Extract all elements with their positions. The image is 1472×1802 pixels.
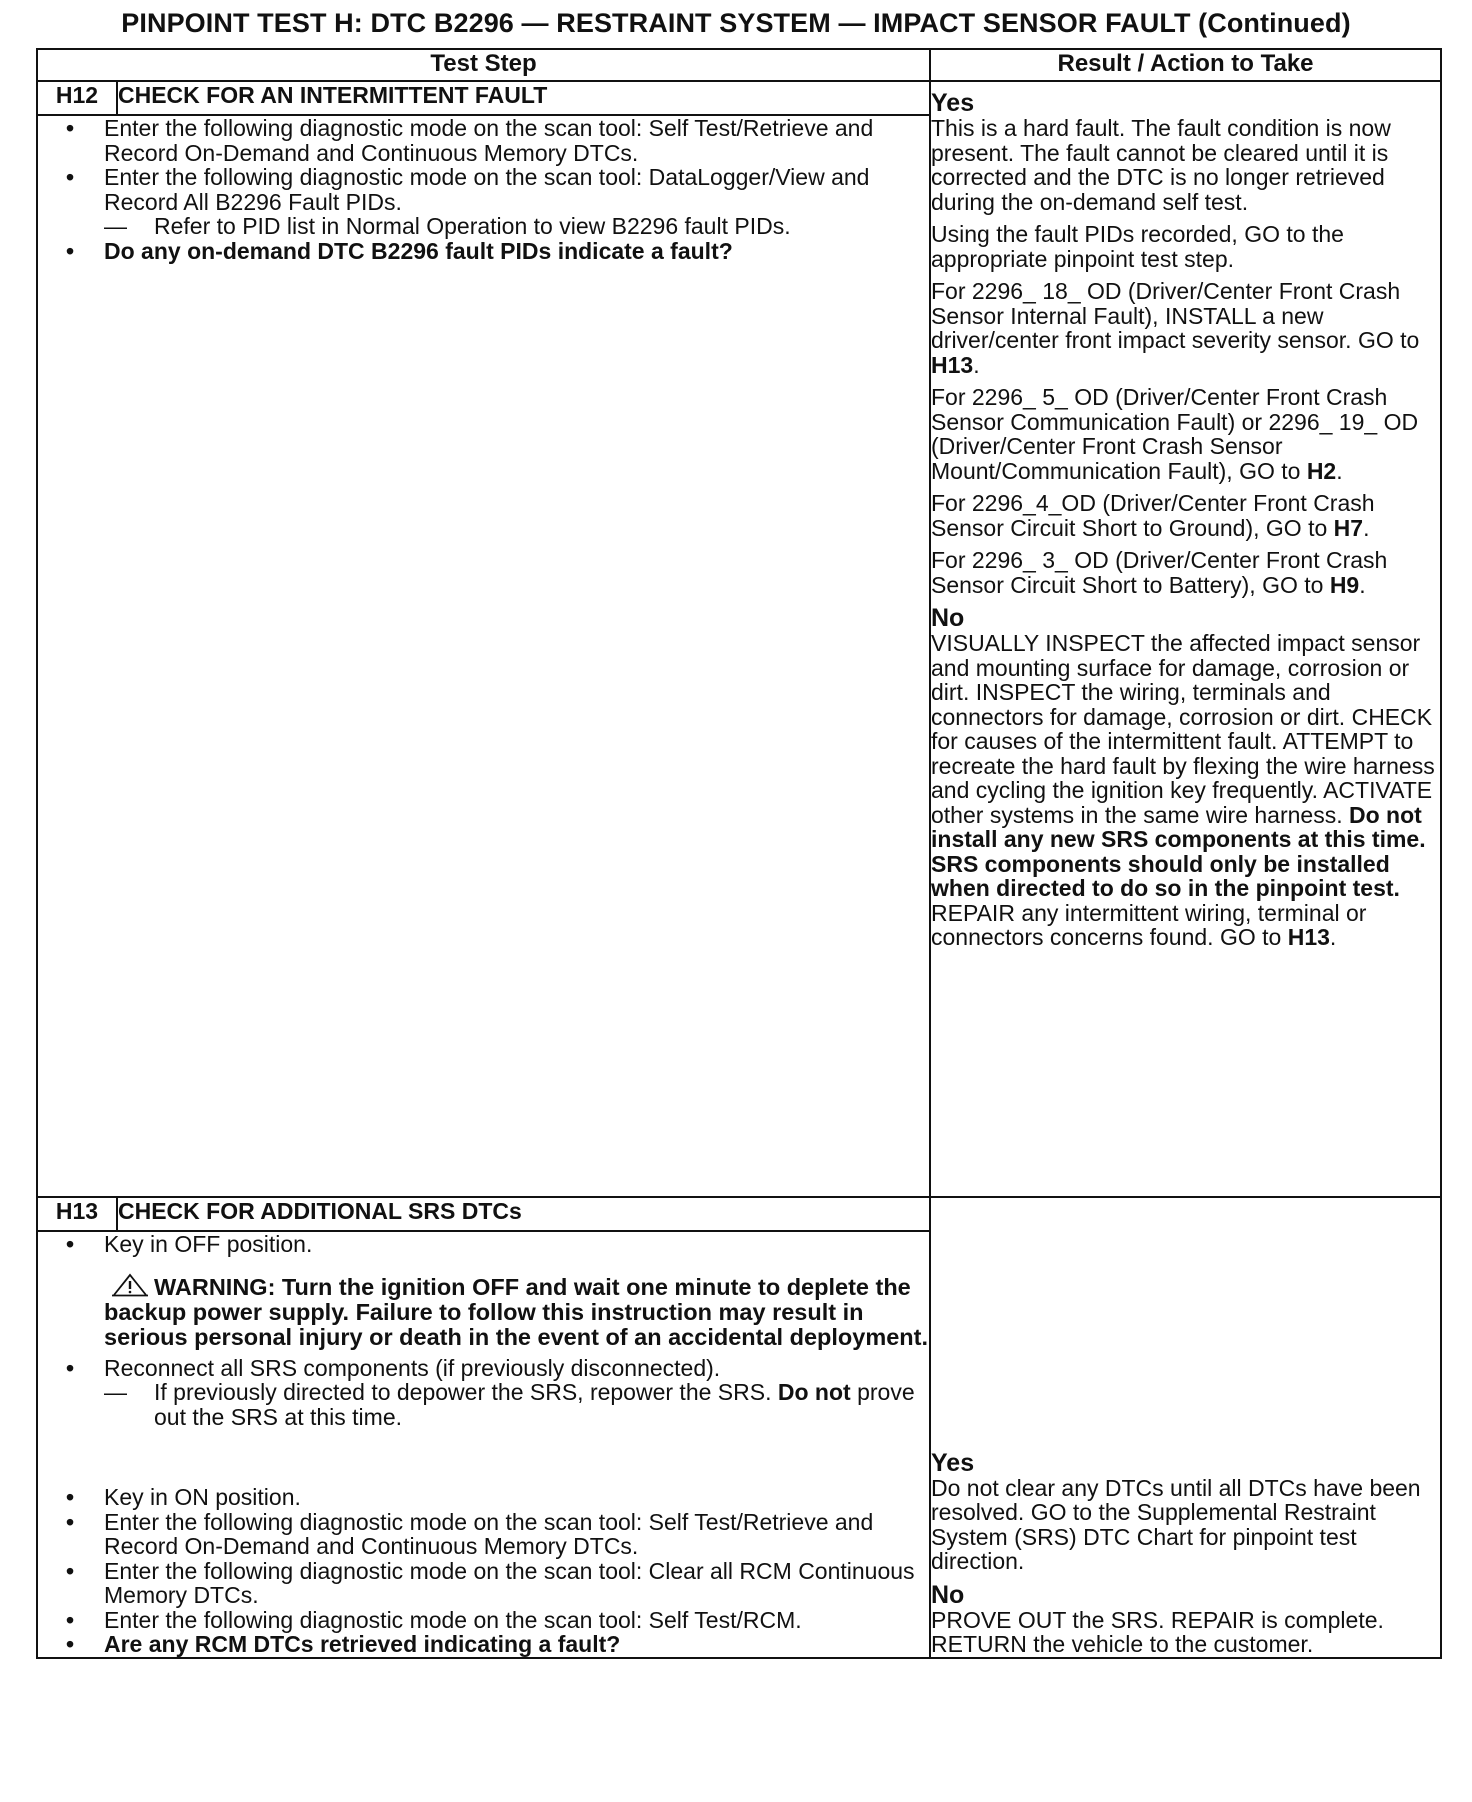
step-title-h12: CHECK FOR AN INTERMITTENT FAULT bbox=[117, 81, 930, 115]
step-list bbox=[38, 1485, 929, 1657]
step-list bbox=[38, 1356, 929, 1430]
step-ref-link[interactable]: H7 bbox=[1333, 514, 1364, 541]
no-text-bold: Do not install any new SRS components at this time. SRS components should only be installed when directed to do so in the pinpoint test. bbox=[931, 801, 1426, 901]
list-item: • Key in ON position. bbox=[66, 1485, 929, 1510]
yes-text: This is a hard fault. The fault condition is now present. The fault cannot be cleared until it is corrected and the DTC is no longer retrieved during the on-demand self test. bbox=[931, 115, 1391, 215]
yes-paragraph-6: For 2296_ 3_ OD (Driver/Center Front Crash Sensor Circuit Short to Battery), GO to H9. bbox=[931, 547, 1388, 598]
warning-triangle-icon bbox=[112, 1273, 148, 1297]
step-ref-link[interactable]: H2 bbox=[1306, 457, 1337, 484]
table-header-row bbox=[37, 49, 1441, 81]
step-h12-title-row bbox=[37, 81, 1441, 115]
step-body-h13 bbox=[37, 1231, 930, 1658]
warning-block bbox=[104, 1273, 929, 1350]
spacer bbox=[38, 1429, 929, 1485]
sub-item bbox=[104, 1380, 929, 1429]
list-item: • Enter the following diagnostic mode on the scan tool: Self Test/RCM. bbox=[66, 1608, 929, 1633]
sub-item: — Refer to PID list in Normal Operation to view B2296 fault PIDs. bbox=[104, 214, 929, 239]
step-id-h12: H12 bbox=[37, 81, 117, 115]
result-header: Result / Action to Take bbox=[930, 49, 1441, 81]
yes-p5-text: For 2296_4_OD (Driver/Center Front Crash Sensor Circuit Short to Ground), GO to bbox=[931, 490, 1375, 541]
yes-paragraph-4: For 2296_ 5_ OD (Driver/Center Front Crash Sensor Communication Fault) or 2296_ 19_ OD (Driver/Center Front Crash Sensor Mount/Communication Fault), GO to H2. bbox=[931, 384, 1419, 484]
list-item: • Enter the following diagnostic mode on the scan tool: Self Test/Retrieve and Record On-Demand and Continuous Memory DTCs. bbox=[66, 1510, 929, 1559]
step-h13-title-row bbox=[37, 1197, 1441, 1231]
list-item-text: Reconnect all SRS components (if previously disconnected). bbox=[104, 1354, 721, 1381]
pinpoint-test-table bbox=[36, 48, 1442, 1659]
step-ref-link[interactable]: H13 bbox=[931, 351, 974, 378]
list-item: • Key in OFF position. bbox=[66, 1232, 929, 1257]
list-item-question: • Are any RCM DTCs retrieved indicating a fault? bbox=[66, 1632, 929, 1657]
no-text-b: REPAIR any intermittent wiring, terminal or connectors concerns found. GO to bbox=[931, 899, 1367, 950]
yes-label: Yes bbox=[931, 89, 975, 117]
list-item-text: Enter the following diagnostic mode on the scan tool: DataLogger/View and Record All B2296 Fault PIDs. bbox=[104, 164, 870, 215]
page-title: PINPOINT TEST H: DTC B2296 — RESTRAINT SYSTEM — IMPACT SENSOR FAULT (Continued) bbox=[121, 8, 1351, 38]
yes-p6-text: For 2296_ 3_ OD (Driver/Center Front Crash Sensor Circuit Short to Battery), GO to bbox=[931, 547, 1388, 598]
no-text-a: VISUALLY INSPECT the affected impact sensor and mounting surface for damage, corrosion or dirt. INSPECT the wiring, terminals and connectors for damage, corrosion or dirt. CHECK for causes of the intermittent fault. ATTEMPT to recreate the hard fault by flexing the wire harness and cycling the ignition key frequently. ACTIVATE other systems in the same wire harness. bbox=[931, 630, 1435, 828]
no-label: No bbox=[931, 604, 965, 632]
test-step-header: Test Step bbox=[37, 49, 930, 81]
no-text: VISUALLY INSPECT the affected impact sensor and mounting surface for damage, corrosion or dirt. INSPECT the wiring, terminals and connectors for damage, corrosion or dirt. CHECK for causes of the intermittent fault. ATTEMPT to recreate the hard fault by flexing the wire harness and cycling the ignition key frequently. ACTIVATE other systems in the same wire harness. Do not install any new SRS components at this time. SRS components should only be installed when directed to do so in the pinpoint test. REPAIR any intermittent wiring, terminal or connectors concerns found. GO to H13. bbox=[931, 630, 1435, 950]
yes-label: Yes bbox=[931, 1448, 975, 1477]
step-list bbox=[38, 1232, 929, 1257]
list-item: • Enter the following diagnostic mode on the scan tool: Clear all RCM Continuous Memory DTCs. bbox=[66, 1559, 929, 1608]
step-body-h12 bbox=[37, 115, 930, 1197]
step-title-h13: CHECK FOR ADDITIONAL SRS DTCs bbox=[117, 1197, 930, 1231]
list-item-question: • Do any on-demand DTC B2296 fault PIDs indicate a fault? bbox=[66, 239, 929, 264]
warning-text: WARNING: Turn the ignition OFF and wait one minute to deplete the backup power supply. Failure to follow this instruction may result in serious personal injury or death in the event of an accidental deployment. bbox=[104, 1273, 928, 1350]
step-list bbox=[38, 116, 929, 263]
list-item bbox=[66, 1356, 929, 1430]
yes-p4-text: For 2296_ 5_ OD (Driver/Center Front Crash Sensor Communication Fault) or 2296_ 19_ OD (Driver/Center Front Crash Sensor Mount/Communication Fault), GO to bbox=[931, 384, 1419, 484]
step-ref-link[interactable]: H13 bbox=[1287, 924, 1330, 950]
step-id-h13: H13 bbox=[37, 1197, 117, 1231]
step-ref-link[interactable]: H9 bbox=[1329, 571, 1360, 598]
list-item: • Enter the following diagnostic mode on the scan tool: Self Test/Retrieve and Record On-Demand and Continuous Memory DTCs. bbox=[66, 116, 929, 165]
result-h12 bbox=[930, 81, 1441, 1197]
yes-paragraph-5: For 2296_4_OD (Driver/Center Front Crash Sensor Circuit Short to Ground), GO to H7. bbox=[931, 490, 1375, 541]
list-item bbox=[66, 165, 929, 239]
sub-item-text: prove out the SRS at this time. bbox=[154, 1379, 915, 1430]
yes-paragraph-2: Using the fault PIDs recorded, GO to the appropriate pinpoint test step. bbox=[931, 221, 1344, 272]
no-text: PROVE OUT the SRS. REPAIR is complete. RETURN the vehicle to the customer. bbox=[931, 1606, 1384, 1657]
no-label: No bbox=[931, 1580, 965, 1609]
yes-p3-text: For 2296_ 18_ OD (Driver/Center Front Crash Sensor Internal Fault), INSTALL a new driver/center front impact severity sensor. GO to bbox=[931, 278, 1420, 353]
yes-text: Do not clear any DTCs until all DTCs have been resolved. GO to the Supplemental Restraint System (SRS) DTC Chart for pinpoint test direction. bbox=[931, 1474, 1421, 1574]
sub-item-bold: Do not bbox=[777, 1379, 851, 1405]
yes-paragraph-3: For 2296_ 18_ OD (Driver/Center Front Crash Sensor Internal Fault), INSTALL a new driver/center front impact severity sensor. GO to H13. bbox=[931, 278, 1420, 378]
sub-item-text: If previously directed to depower the SRS, repower the SRS. bbox=[154, 1379, 778, 1405]
result-h13 bbox=[930, 1197, 1441, 1658]
